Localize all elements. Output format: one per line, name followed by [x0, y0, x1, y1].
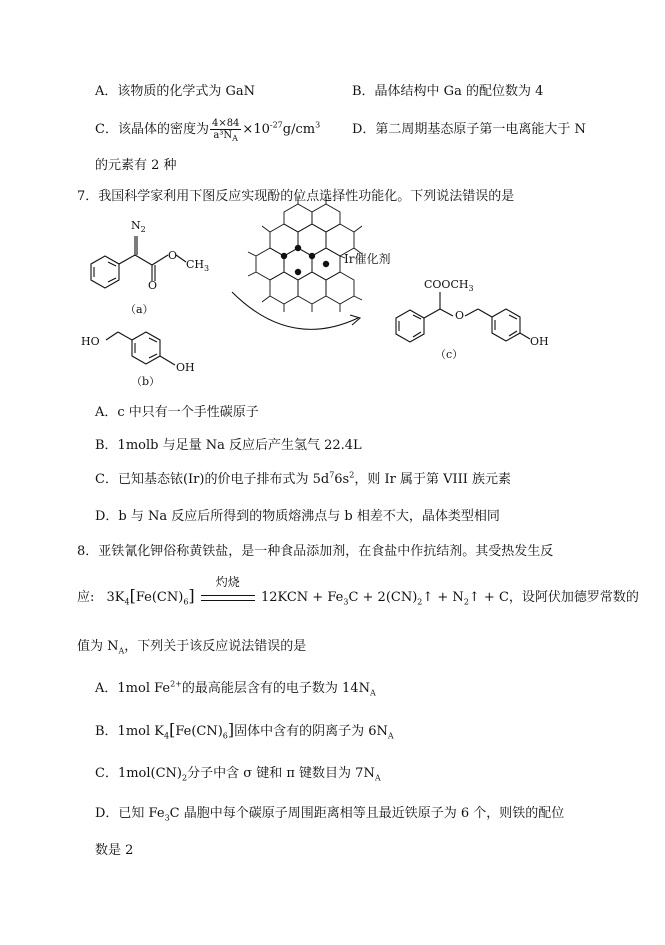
q7-option-a: A．c 中只有一个手性碳原子	[95, 405, 259, 420]
compound-b-structure	[106, 332, 175, 365]
label-oh-b: OH	[176, 361, 195, 374]
q8-option-a: A．1mol $Fe^{2+}$的最高能层含有的电子数为 $14N_A$	[95, 679, 376, 698]
label-cooch3: $COOCH_3$	[424, 278, 474, 294]
arrow-head	[350, 315, 360, 325]
reaction-arrow	[232, 292, 358, 329]
compound-a-structure	[91, 236, 186, 288]
label-a: （a）	[125, 303, 154, 316]
ir-atoms	[281, 245, 329, 275]
label-ether-o: O	[455, 309, 465, 322]
q6-option-d: D．第二周期基态原子第一电离能大于 N	[352, 122, 586, 137]
label-catalyst: Ir催化剂	[344, 252, 391, 266]
q8-option-c: C．$1mol(CN)_2$分子中含 σ 键和 π 键数目为 $7N_A$	[95, 766, 381, 783]
q6-option-a: A．该物质的化学式为 GaN	[95, 84, 256, 99]
density-fraction: $\frac{4\times 84}{a^3N_A}$	[211, 118, 240, 143]
q8-option-d-continued: 数是 2	[95, 843, 134, 858]
q8-option-d: D．已知 $Fe_3C$ 晶胞中每个碳原子周围距离相等且最近铁原子为 6 个，则铁的配位	[95, 806, 565, 823]
q7-option-c: C．已知基态铱(Ir)的价电子排布式为 $5d^76s^2$，则 Ir 属于第 VIII 族元素	[95, 470, 512, 487]
label-n2: $N_2$	[131, 219, 146, 235]
q7-option-d: D．b 与 Na 反应后所得到的物质熔沸点与 b 相差不大，晶体类型相同	[95, 509, 500, 524]
reaction-condition-arrow: 灼烧	[199, 587, 257, 607]
q8-stem-line3: 值为 $N_A$，下列关于该反应说法错误的是	[77, 639, 307, 656]
q7-option-b: B．1molb 与足量 Na 反应后产生氢气 22.4L	[95, 438, 362, 453]
q6-option-b: B．晶体结构中 Ga 的配位数为 4	[352, 84, 544, 99]
label-c: （c）	[435, 348, 464, 361]
q8-reaction-equation: 应: $3K_4[Fe(CN)_6]$ 灼烧 $12KCN + Fe_3C$ + $2(CN)_2↑$ + $N_2↑ + C$，设阿伏加德罗常数的	[77, 575, 639, 607]
label-oh-c: OH	[530, 335, 549, 348]
label-b: （b）	[131, 375, 161, 388]
q8-option-b: B．1mol $K_4[Fe(CN)_6]$固体中含有的阴离子为 $6N_A$	[95, 720, 394, 741]
label-ho: HO	[81, 335, 100, 348]
q6-option-c: C．该晶体的密度为 $\frac{4\times 84}{a^3N_A}$ $\times 10^{-27}g/cm^3$	[95, 118, 321, 143]
q6-option-d-continued: 的元素有 2 种	[95, 158, 177, 173]
label-ester-o: O	[148, 279, 158, 292]
label-ch3: $CH_3$	[186, 258, 210, 274]
q8-stem: 8．亚铁氰化钾俗称黄铁盐，是一种食品添加剂，在食盐中作抗结剂。其受热发生反	[77, 544, 554, 559]
label-ring-o: O	[168, 249, 178, 262]
q7-stem: 7．我国科学家利用下图反应实现酚的位点选择性功能化。下列说法错误的是	[77, 189, 515, 204]
